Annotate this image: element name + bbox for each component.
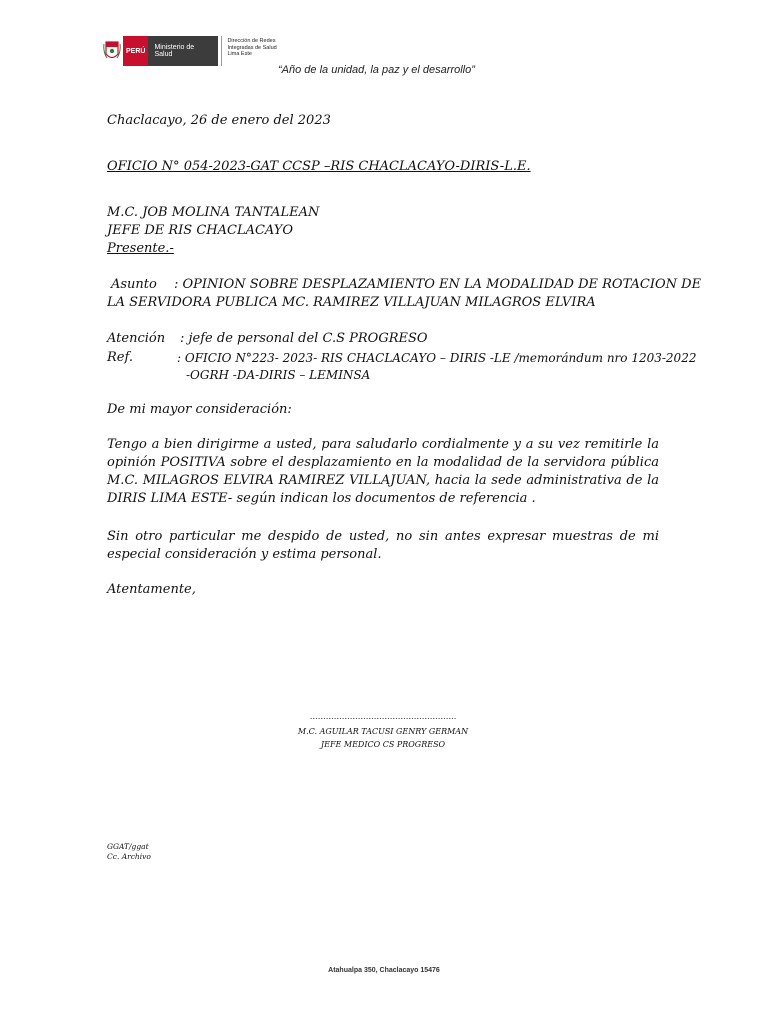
direction-line: Lima Este [227,51,252,57]
initials-note: GGAT/ggat [107,842,149,851]
presente-label: Presente.- [107,241,174,256]
greeting: De mi mayor consideración: [107,402,292,417]
recipient-name: M.C. JOB MOLINA TANTALEAN [107,205,320,220]
footer-address: Atahualpa 350, Chaclacayo 15476 [328,967,440,974]
sign-off: Atentamente, [107,582,196,597]
letter-date: Chaclacayo, 26 de enero del 2023 [107,113,331,128]
direction-label [221,36,276,66]
subject-label: Asunto [111,277,157,292]
attention-value: : jefe de personal del C.S PROGRESO [180,331,428,346]
closing-paragraph: Sin otro particular me despido de usted, no sin antes expresar muestras de mi especial consideración y estima personal. [107,529,659,562]
ref-value: : OFICIO N°223- 2023- RIS CHACLACAYO – DIRIS -LE /memorándum nro 1203-2022 [177,351,697,365]
year-motto: “Año de la unidad, la paz y el desarrollo” [278,64,475,76]
signer-name: M.C. AGUILAR TACUSI GENRY GERMAN [297,727,469,736]
ref-label: Ref. [107,350,133,365]
ref-value-continued: -OGRH -DA-DIRIS – LEMINSA [186,368,371,382]
direction-line: Dirección de Redes [227,38,276,44]
signer-title: JEFE MEDICO CS PROGRESO [320,740,446,749]
peru-label: PERÚ [123,36,148,66]
reference-number: OFICIO N° 054-2023-GAT CCSP –RIS CHACLACAYO-DIRIS-L.E. [107,159,531,174]
body-paragraph: Tengo a bien dirigirme a usted, para saludarlo cordialmente y a su vez remitirle la opinión POSITIVA sobre el desplazamiento en la modalidad de la servidora pública M.C. MILAGROS ELVIRA RAMIREZ VILLAJUAN, hacia la sede administrativa de la DIRIS LIMA ESTE- según indican los documentos de referencia . [107,437,659,506]
ministry-logo [103,36,277,66]
peru-shield-icon [103,36,121,66]
ministry-label: Ministerio de Salud [148,36,218,66]
cc-note: Cc. Archivo [107,852,151,861]
recipient-title: JEFE DE RIS CHACLACAYO [107,223,294,238]
signature-line: ………………………………………………. [309,712,457,721]
subject-text-continued: LA SERVIDORA PUBLICA MC. RAMIREZ VILLAJUAN MILAGROS ELVIRA [107,295,596,310]
direction-line: Integradas de Salud [227,44,277,51]
attention-label: Atención [107,331,166,346]
subject-text: : OPINION SOBRE DESPLAZAMIENTO EN LA MODALIDAD DE ROTACION DE [174,277,702,292]
